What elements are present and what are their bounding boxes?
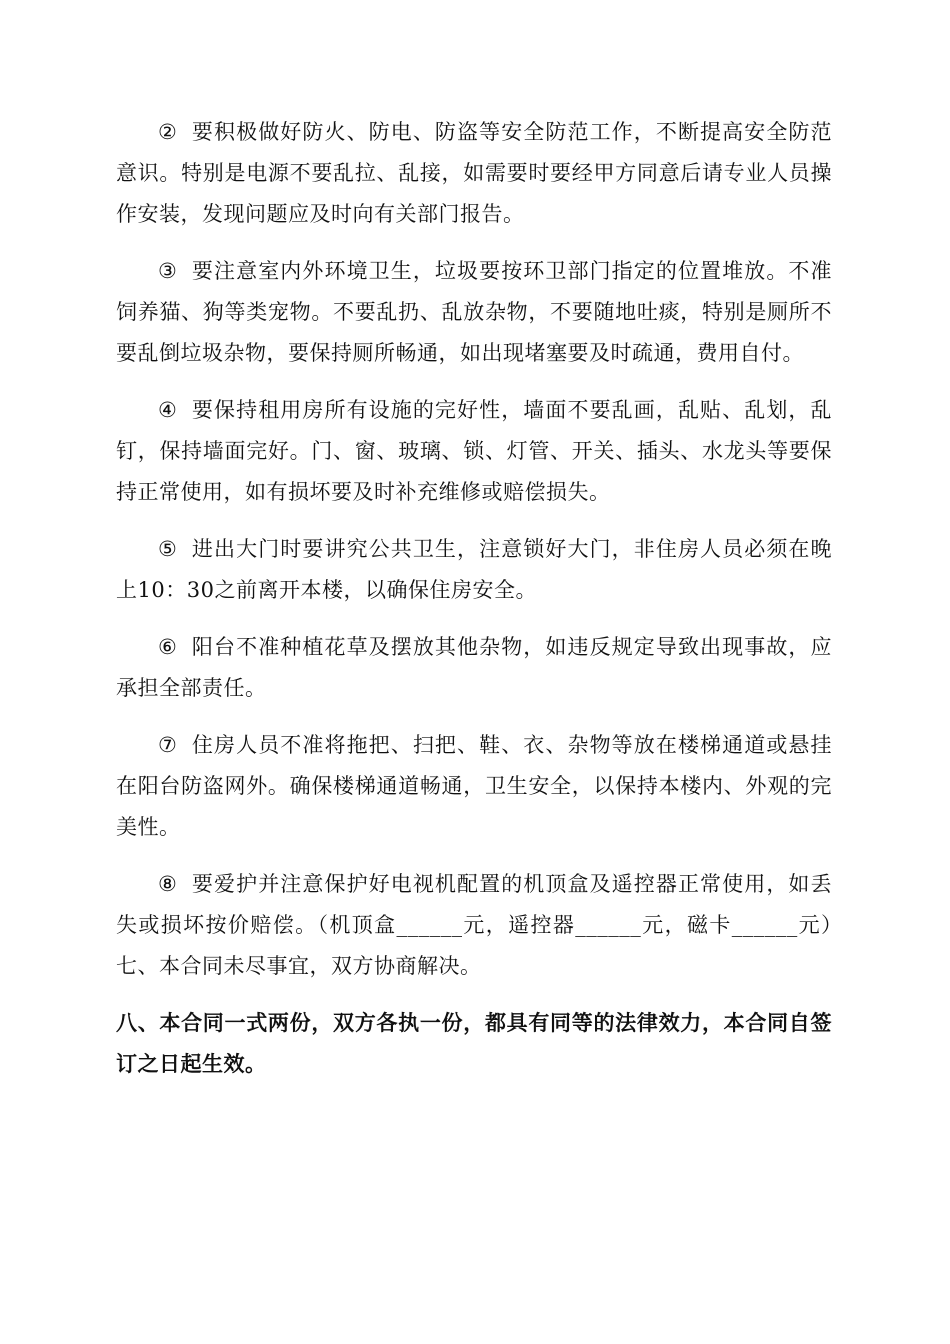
clause-item-4: [116, 390, 832, 513]
closing-clause: 八、本合同一式两份，双方各执一份，都具有同等的法律效力，本合同自签订之日起生效。: [116, 1011, 832, 1076]
clause-item-2: [116, 112, 832, 235]
clause-marker: ⑦: [158, 733, 178, 757]
clause-item-8: [116, 864, 854, 987]
clause-marker: ③: [158, 259, 178, 283]
clause-marker: ⑥: [158, 635, 178, 659]
clause-text: 要注意室内外环境卫生，垃圾要按环卫部门指定的位置堆放。不准饲养猫、狗等类宠物。不要乱扔、乱放杂物，不要随地吐痰，特别是厕所不要乱倒垃圾杂物，要保持厕所畅通，如出现堵塞要及时疏通，费用自付。: [116, 259, 832, 365]
clause-item-6: [116, 627, 832, 709]
clause-text: 住房人员不准将拖把、扫把、鞋、衣、杂物等放在楼梯通道或悬挂在阳台防盗网外。确保楼梯通道畅通，卫生安全，以保持本楼内、外观的完美性。: [116, 733, 832, 839]
clause-text: 要积极做好防火、防电、防盗等安全防范工作，不断提高安全防范意识。特别是电源不要乱拉、乱接，如需要时要经甲方同意后请专业人员操作安装，发现问题应及时向有关部门报告。: [116, 120, 832, 226]
clause-text: 要爱护并注意保护好电视机配置的机顶盒及遥控器正常使用，如丢失或损坏按价赔偿。（机顶盒______元，遥控器______元，磁卡______元） 七、本合同未尽事宜，双方协商解决。: [116, 872, 854, 978]
clause-marker: ⑧: [158, 872, 178, 896]
clause-item-5: [116, 529, 832, 611]
clause-marker: ⑤: [158, 537, 178, 561]
clause-marker: ④: [158, 398, 178, 422]
clause-item-7: [116, 725, 832, 848]
clause-text: 阳台不准种植花草及摆放其他杂物，如违反规定导致出现事故，应承担全部责任。: [116, 635, 832, 700]
clause-text: 要保持租用房所有设施的完好性，墙面不要乱画，乱贴、乱划，乱钉，保持墙面完好。门、窗、玻璃、锁、灯管、开关、插头、水龙头等要保持正常使用，如有损坏要及时补充维修或赔偿损失。: [116, 398, 832, 504]
document-page: [116, 112, 854, 1101]
clause-text: 进出大门时要讲究公共卫生，注意锁好大门，非住房人员必须在晚上10：30之前离开本楼，以确保住房安全。: [116, 537, 832, 602]
clause-item-3: [116, 251, 832, 374]
clause-marker: ②: [158, 120, 178, 144]
